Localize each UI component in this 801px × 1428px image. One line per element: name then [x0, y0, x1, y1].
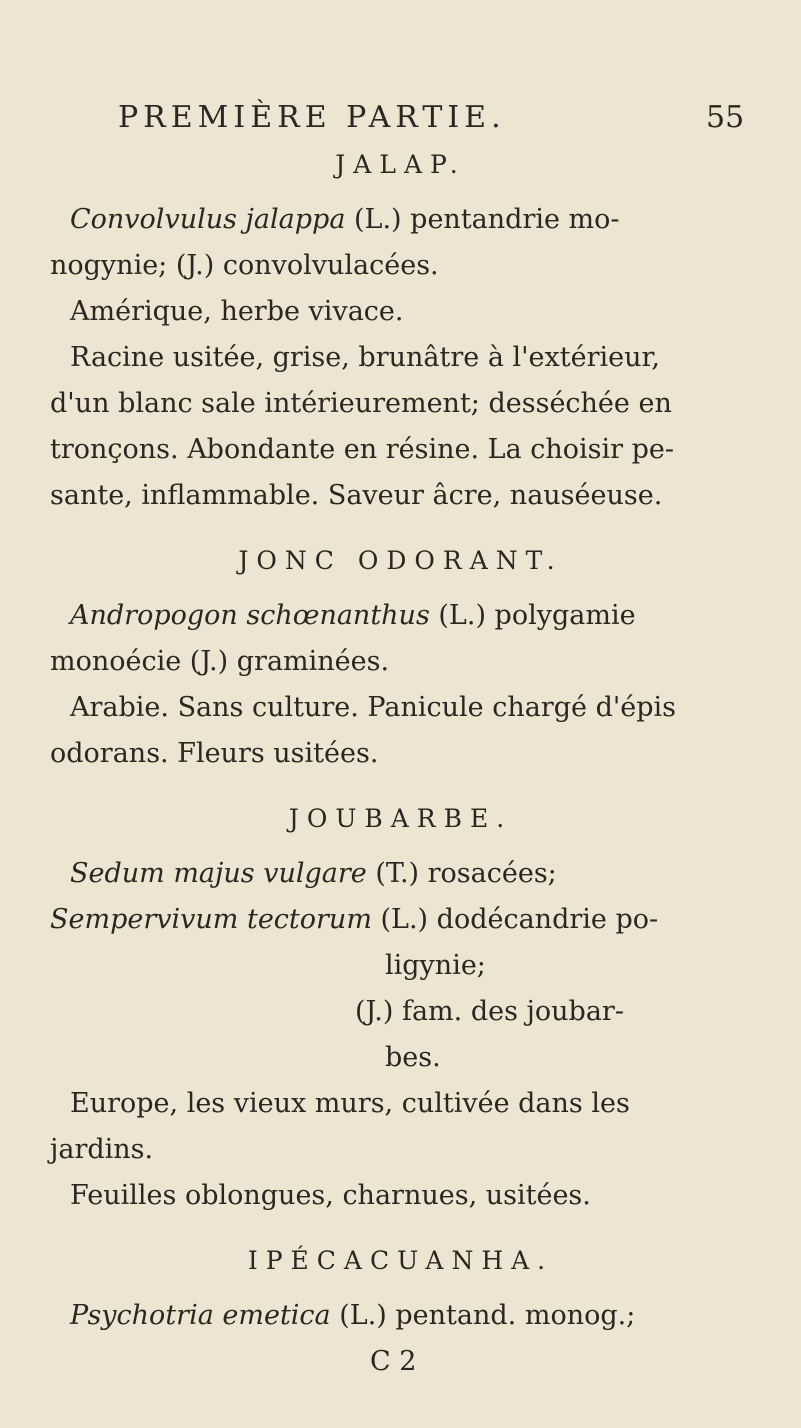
jonc-odorant-line-text: Arabie. Sans culture. Panicule chargé d'épis — [70, 692, 677, 723]
ipecacuanha-line-text: (L.) pentand. monog.; — [330, 1300, 636, 1331]
joubarbe-line-2 — [50, 904, 658, 935]
jalap-line-6 — [50, 434, 674, 465]
jonc-odorant-line-2 — [50, 646, 389, 677]
joubarbe-line-text: Europe, les vieux murs, cultivée dans les — [70, 1088, 630, 1119]
joubarbe-line-text: (T.) rosacées; — [366, 858, 557, 889]
running-head-title: PREMIÈRE PARTIE. — [118, 100, 506, 135]
joubarbe-line-text: bes. — [385, 1042, 441, 1073]
joubarbe-line-text: Feuilles oblongues, charnues, usitées. — [70, 1180, 591, 1211]
jonc-odorant-line-text: odorans. Fleurs usitées. — [50, 738, 379, 769]
jalap-binomial: Convolvulus jalappa — [70, 204, 346, 235]
joubarbe-line-3 — [385, 950, 486, 981]
jalap-line-text: d'un blanc sale intérieurement; desséchée en — [50, 388, 672, 419]
joubarbe-line-6 — [70, 1088, 630, 1119]
jalap-line-5 — [50, 388, 672, 419]
jonc-odorant-line-text: monoécie (J.) graminées. — [50, 646, 390, 677]
joubarbe-line-text: ligynie; — [385, 950, 486, 981]
entry-heading-joubarbe: JOUBARBE. — [288, 804, 513, 833]
jonc-odorant-line-1 — [70, 600, 636, 631]
joubarbe-line-text: (J.) fam. des joubar- — [355, 996, 624, 1027]
joubarbe-line-text: jardins. — [50, 1134, 154, 1165]
joubarbe-line-text: (L.) dodécandrie po- — [371, 904, 659, 935]
jalap-line-7 — [50, 480, 662, 511]
entry-heading-jonc-odorant: JONC ODORANT. — [238, 546, 563, 575]
joubarbe-binomial: Sedum majus vulgare — [70, 858, 367, 889]
joubarbe-line-8 — [70, 1180, 591, 1211]
jalap-line-text: sante, inflammable. Saveur âcre, nauséeuse. — [50, 480, 663, 511]
joubarbe-line-5 — [385, 1042, 441, 1073]
page-number: 55 — [706, 100, 745, 135]
entry-heading-jalap: JALAP. — [335, 150, 466, 179]
jonc-odorant-line-text: (L.) polygamie — [429, 600, 636, 631]
jalap-line-3 — [70, 296, 403, 327]
ipecacuanha-line-1 — [70, 1300, 635, 1331]
jonc-odorant-line-4 — [50, 738, 378, 769]
joubarbe-line-4 — [355, 996, 624, 1027]
running-head — [0, 100, 801, 140]
signature-mark: C 2 — [370, 1346, 417, 1377]
ipecacuanha-binomial: Psychotria emetica — [70, 1300, 331, 1331]
jalap-line-4 — [70, 342, 660, 373]
joubarbe-line-1 — [70, 858, 557, 889]
jonc-odorant-binomial: Andropogon schœnanthus — [70, 600, 430, 631]
jalap-line-text: Amérique, herbe vivace. — [70, 296, 404, 327]
joubarbe-binomial: Sempervivum tectorum — [50, 904, 372, 935]
jalap-line-text: (L.) pentandrie mo- — [345, 204, 620, 235]
jalap-line-1 — [70, 204, 620, 235]
jalap-line-text: Racine usitée, grise, brunâtre à l'extérieur, — [70, 342, 661, 373]
jalap-line-text: tronçons. Abondante en résine. La choisir pe- — [50, 434, 675, 465]
jalap-line-2 — [50, 250, 439, 281]
entry-heading-ipecacuanha: IPÉCACUANHA. — [247, 1246, 554, 1275]
joubarbe-line-7 — [50, 1134, 153, 1165]
jonc-odorant-line-3 — [70, 692, 676, 723]
jalap-line-text: nogynie; (J.) convolvulacées. — [50, 250, 439, 281]
